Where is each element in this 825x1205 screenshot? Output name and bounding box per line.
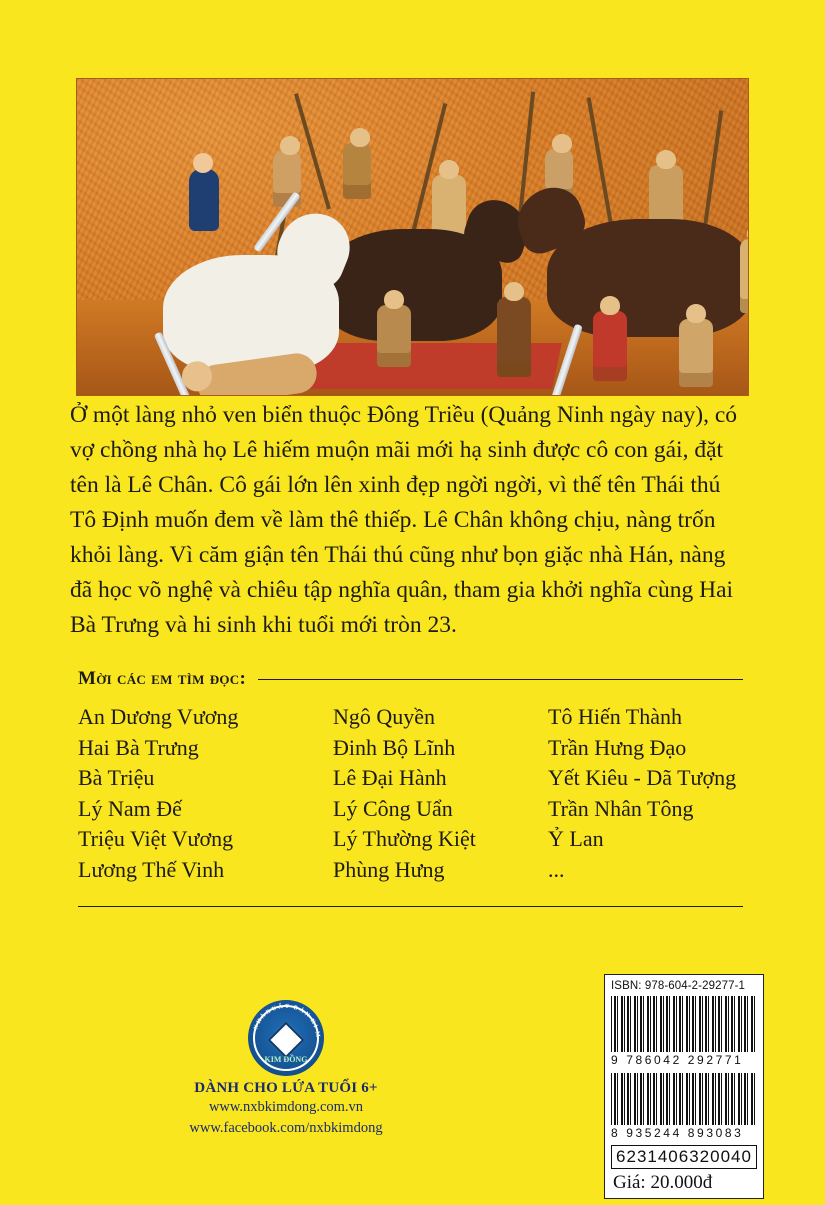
list-item: ... <box>548 856 565 882</box>
soldier-figure <box>679 319 713 387</box>
age-rating-label: DÀNH CHO LỨA TUỔI 6+ <box>194 1080 378 1096</box>
list-item: Lý Công Uẩn <box>333 795 453 821</box>
publisher-facebook[interactable]: www.facebook.com/nxbkimdong <box>189 1120 383 1136</box>
list-item: Lý Nam Đế <box>78 795 182 821</box>
soldier-figure <box>343 143 371 199</box>
list-item: Yết Kiêu - Dã Tượng <box>548 765 737 790</box>
horse-figure <box>547 219 749 337</box>
warrior-rider-figure <box>189 169 219 231</box>
white-horse-figure <box>163 255 339 373</box>
invite-label: Mời các em tìm đọc: <box>78 668 247 689</box>
internal-code: 6231406320040 <box>611 1145 757 1169</box>
soldier-figure <box>497 297 531 377</box>
soldier-figure <box>740 239 749 313</box>
barcode-block <box>604 974 764 1199</box>
related-books-list <box>78 702 768 885</box>
barcode-icon <box>611 996 757 1052</box>
publisher-website[interactable]: www.nxbkimdong.com.vn <box>208 1099 364 1115</box>
cover-illustration <box>76 78 749 396</box>
kim-dong-logo-icon <box>248 1000 324 1076</box>
list-item: Lý Thường Kiệt <box>333 826 476 851</box>
publisher-block <box>76 1000 496 1139</box>
list-item: Đinh Bộ Lĩnh <box>333 734 456 760</box>
invite-divider <box>258 679 743 680</box>
soldier-figure <box>377 305 411 367</box>
logo-name: KIM ĐỒNG <box>264 1055 308 1064</box>
isbn-label: ISBN: 978-604-2-29277-1 <box>611 980 745 992</box>
list-item: Phùng Hưng <box>333 856 445 882</box>
list-item: Ỷ Lan <box>548 826 604 851</box>
logo-ring-text: N H À X U Ấ T B Ả N K I M <box>253 1003 321 1039</box>
invite-heading-row <box>78 668 743 690</box>
barcode-digits-top: 9 786042 292771 <box>611 1053 744 1067</box>
list-item: Lê Đại Hành <box>333 765 447 790</box>
list-item: Trần Nhân Tông <box>548 795 694 821</box>
price-label: Giá: 20.000đ <box>613 1172 713 1193</box>
list-item: Ngô Quyền <box>333 704 436 729</box>
list-item: Lương Thế Vinh <box>78 856 225 882</box>
list-item: Bà Triệu <box>78 765 155 790</box>
list-item: Tô Hiến Thành <box>548 704 683 729</box>
list-item: An Dương Vương <box>78 704 239 729</box>
book-summary: Ở một làng nhỏ ven biển thuộc Đông Triều (Quảng Ninh ngày nay), có vợ chồng nhà họ Lê hiếm muộn mãi mới hạ sinh được cô con gái, đặt tên là Lê Chân. Cô gái lớn lên xinh đẹp ngời ngời, vì thế tên Thái thú Tô Định muốn đem về làm thê thiếp. Lê Chân không chịu, nàng trốn khỏi làng. Vì căm giận tên Thái thú cũng như bọn giặc nhà Hán, nàng đã học võ nghệ và chiêu tập nghĩa quân, tham gia khởi nghĩa cùng Hai Bà Trưng và hi sinh khi tuổi mới tròn 23. <box>70 402 738 638</box>
barcode-digits-bottom: 8 935244 893083 <box>611 1126 744 1140</box>
list-item: Hai Bà Trưng <box>78 734 199 760</box>
list-item: Triệu Việt Vương <box>78 826 234 851</box>
list-item: Trần Hưng Đạo <box>548 734 687 760</box>
section-divider <box>78 906 743 907</box>
soldier-figure <box>593 311 627 381</box>
barcode-icon <box>611 1073 757 1125</box>
